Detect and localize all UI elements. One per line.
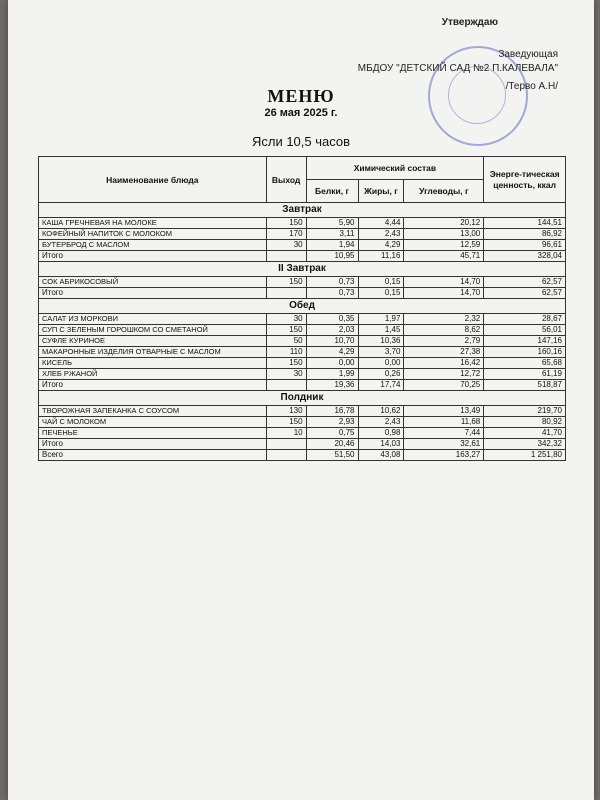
energy-value: 41,70 xyxy=(484,428,566,439)
table-row xyxy=(39,358,566,369)
table-row xyxy=(39,277,566,288)
table-row xyxy=(39,229,566,240)
dish-name: ЧАЙ С МОЛОКОМ xyxy=(39,417,267,428)
grand-total-energy: 1 251,80 xyxy=(484,450,566,461)
energy-value: 56,01 xyxy=(484,325,566,336)
total-energy: 518,87 xyxy=(484,380,566,391)
approval-position: Заведующая xyxy=(498,49,558,60)
total-fat: 11,16 xyxy=(358,251,404,262)
table-row xyxy=(39,406,566,417)
fat-value: 0,26 xyxy=(358,369,404,380)
col-header-dish: Наименование блюда xyxy=(39,157,267,203)
total-energy: 62,57 xyxy=(484,288,566,299)
energy-value: 62,57 xyxy=(484,277,566,288)
grand-total-carbs: 163,27 xyxy=(404,450,484,461)
section-header-row xyxy=(39,299,566,314)
table-row xyxy=(39,428,566,439)
energy-value: 65,68 xyxy=(484,358,566,369)
dish-name: ТВОРОЖНАЯ ЗАПЕКАНКА С СОУСОМ xyxy=(39,406,267,417)
carbs-value: 13,00 xyxy=(404,229,484,240)
total-fat: 17,74 xyxy=(358,380,404,391)
energy-value: 86,92 xyxy=(484,229,566,240)
protein-value: 10,70 xyxy=(306,336,358,347)
col-header-fat: Жиры, г xyxy=(358,180,404,203)
energy-value: 147,16 xyxy=(484,336,566,347)
section-title: Завтрак xyxy=(39,203,566,218)
dish-name: КИСЕЛЬ xyxy=(39,358,267,369)
total-fat: 14,03 xyxy=(358,439,404,450)
protein-value: 3,11 xyxy=(306,229,358,240)
table-row xyxy=(39,417,566,428)
grand-total-row xyxy=(39,450,566,461)
total-energy: 342,32 xyxy=(484,439,566,450)
table-row xyxy=(39,369,566,380)
carbs-value: 12,59 xyxy=(404,240,484,251)
dish-output: 150 xyxy=(266,218,306,229)
total-protein: 19,36 xyxy=(306,380,358,391)
approval-organization: МБДОУ "ДЕТСКИЙ САД №2 П.КАЛЕВАЛА" xyxy=(357,63,558,74)
menu-table-body xyxy=(39,203,566,461)
carbs-value: 2,79 xyxy=(404,336,484,347)
section-header-row xyxy=(39,262,566,277)
dish-name: СОК АБРИКОСОВЫЙ xyxy=(39,277,267,288)
dish-name: САЛАТ ИЗ МОРКОВИ xyxy=(39,314,267,325)
total-carbs: 32,61 xyxy=(404,439,484,450)
dish-output: 150 xyxy=(266,325,306,336)
menu-date: 26 мая 2025 г. xyxy=(264,107,338,119)
total-protein: 20,46 xyxy=(306,439,358,450)
carbs-value: 2,32 xyxy=(404,314,484,325)
dish-output: 30 xyxy=(266,240,306,251)
protein-value: 1,99 xyxy=(306,369,358,380)
menu-table xyxy=(38,156,566,461)
energy-value: 160,16 xyxy=(484,347,566,358)
fat-value: 10,36 xyxy=(358,336,404,347)
total-row xyxy=(39,288,566,299)
col-header-protein: Белки, г xyxy=(306,180,358,203)
empty-cell xyxy=(266,251,306,262)
dish-output: 150 xyxy=(266,358,306,369)
dish-name: ХЛЕБ РЖАНОЙ xyxy=(39,369,267,380)
total-label: Итого xyxy=(39,380,267,391)
fat-value: 2,43 xyxy=(358,417,404,428)
dish-name: БУТЕРБРОД С МАСЛОМ xyxy=(39,240,267,251)
protein-value: 4,29 xyxy=(306,347,358,358)
col-header-carbs: Углеводы, г xyxy=(404,180,484,203)
section-title: II Завтрак xyxy=(39,262,566,277)
table-row xyxy=(39,314,566,325)
dish-output: 110 xyxy=(266,347,306,358)
total-energy: 328,04 xyxy=(484,251,566,262)
fat-value: 4,44 xyxy=(358,218,404,229)
total-label: Итого xyxy=(39,288,267,299)
total-label: Итого xyxy=(39,439,267,450)
empty-cell xyxy=(266,288,306,299)
energy-value: 96,61 xyxy=(484,240,566,251)
menu-subtitle: Ясли 10,5 часов xyxy=(251,134,351,149)
dish-output: 150 xyxy=(266,417,306,428)
table-row xyxy=(39,347,566,358)
carbs-value: 13,49 xyxy=(404,406,484,417)
section-header-row xyxy=(39,203,566,218)
carbs-value: 14,70 xyxy=(404,277,484,288)
total-carbs: 14,70 xyxy=(404,288,484,299)
total-row xyxy=(39,380,566,391)
fat-value: 0,00 xyxy=(358,358,404,369)
protein-value: 0,00 xyxy=(306,358,358,369)
carbs-value: 16,42 xyxy=(404,358,484,369)
fat-value: 0,98 xyxy=(358,428,404,439)
empty-cell xyxy=(266,450,306,461)
energy-value: 80,92 xyxy=(484,417,566,428)
col-header-output: Выход xyxy=(266,157,306,203)
protein-value: 0,73 xyxy=(306,277,358,288)
page-title: МЕНЮ xyxy=(267,86,335,106)
col-header-energy: Энерге-тическая ценность, ккал xyxy=(484,157,566,203)
fat-value: 1,45 xyxy=(358,325,404,336)
dish-name: ПЕЧЕНЬЕ xyxy=(39,428,267,439)
dish-output: 30 xyxy=(266,314,306,325)
energy-value: 144,51 xyxy=(484,218,566,229)
protein-value: 16,78 xyxy=(306,406,358,417)
grand-total-fat: 43,08 xyxy=(358,450,404,461)
empty-cell xyxy=(266,439,306,450)
col-header-chem: Химический состав xyxy=(306,157,484,180)
dish-output: 50 xyxy=(266,336,306,347)
fat-value: 2,43 xyxy=(358,229,404,240)
approval-label: Утверждаю xyxy=(441,17,498,28)
protein-value: 2,03 xyxy=(306,325,358,336)
section-title: Полдник xyxy=(39,391,566,406)
table-row xyxy=(39,218,566,229)
energy-value: 28,67 xyxy=(484,314,566,325)
approval-signature: /Терво А.Н/ xyxy=(505,81,558,92)
dish-output: 150 xyxy=(266,277,306,288)
table-row xyxy=(39,325,566,336)
menu-document xyxy=(8,0,594,800)
total-protein: 10,95 xyxy=(306,251,358,262)
energy-value: 61,19 xyxy=(484,369,566,380)
protein-value: 1,94 xyxy=(306,240,358,251)
section-header-row xyxy=(39,391,566,406)
fat-value: 4,29 xyxy=(358,240,404,251)
dish-name: СУФЛЕ КУРИНОЕ xyxy=(39,336,267,347)
fat-value: 3,70 xyxy=(358,347,404,358)
energy-value: 219,70 xyxy=(484,406,566,417)
dish-output: 10 xyxy=(266,428,306,439)
total-row xyxy=(39,439,566,450)
total-protein: 0,73 xyxy=(306,288,358,299)
grand-total-label: Всего xyxy=(39,450,267,461)
total-carbs: 45,71 xyxy=(404,251,484,262)
dish-output: 130 xyxy=(266,406,306,417)
approval-block xyxy=(318,16,558,94)
carbs-value: 11,68 xyxy=(404,417,484,428)
dish-output: 170 xyxy=(266,229,306,240)
table-row xyxy=(39,336,566,347)
dish-name: СУП С ЗЕЛЕНЫМ ГОРОШКОМ СО СМЕТАНОЙ xyxy=(39,325,267,336)
protein-value: 0,75 xyxy=(306,428,358,439)
protein-value: 0,35 xyxy=(306,314,358,325)
dish-name: МАКАРОННЫЕ ИЗДЕЛИЯ ОТВАРНЫЕ С МАСЛОМ xyxy=(39,347,267,358)
dish-name: КАША ГРЕЧНЕВАЯ НА МОЛОКЕ xyxy=(39,218,267,229)
table-row xyxy=(39,240,566,251)
fat-value: 10,62 xyxy=(358,406,404,417)
total-carbs: 70,25 xyxy=(404,380,484,391)
section-title: Обед xyxy=(39,299,566,314)
total-label: Итого xyxy=(39,251,267,262)
carbs-value: 27,38 xyxy=(404,347,484,358)
protein-value: 2,93 xyxy=(306,417,358,428)
grand-total-protein: 51,50 xyxy=(306,450,358,461)
dish-name: КОФЕЙНЫЙ НАПИТОК С МОЛОКОМ xyxy=(39,229,267,240)
carbs-value: 20,12 xyxy=(404,218,484,229)
carbs-value: 12,72 xyxy=(404,369,484,380)
protein-value: 5,90 xyxy=(306,218,358,229)
total-fat: 0,15 xyxy=(358,288,404,299)
carbs-value: 7,44 xyxy=(404,428,484,439)
dish-output: 30 xyxy=(266,369,306,380)
carbs-value: 8,62 xyxy=(404,325,484,336)
fat-value: 1,97 xyxy=(358,314,404,325)
empty-cell xyxy=(266,380,306,391)
total-row xyxy=(39,251,566,262)
fat-value: 0,15 xyxy=(358,277,404,288)
